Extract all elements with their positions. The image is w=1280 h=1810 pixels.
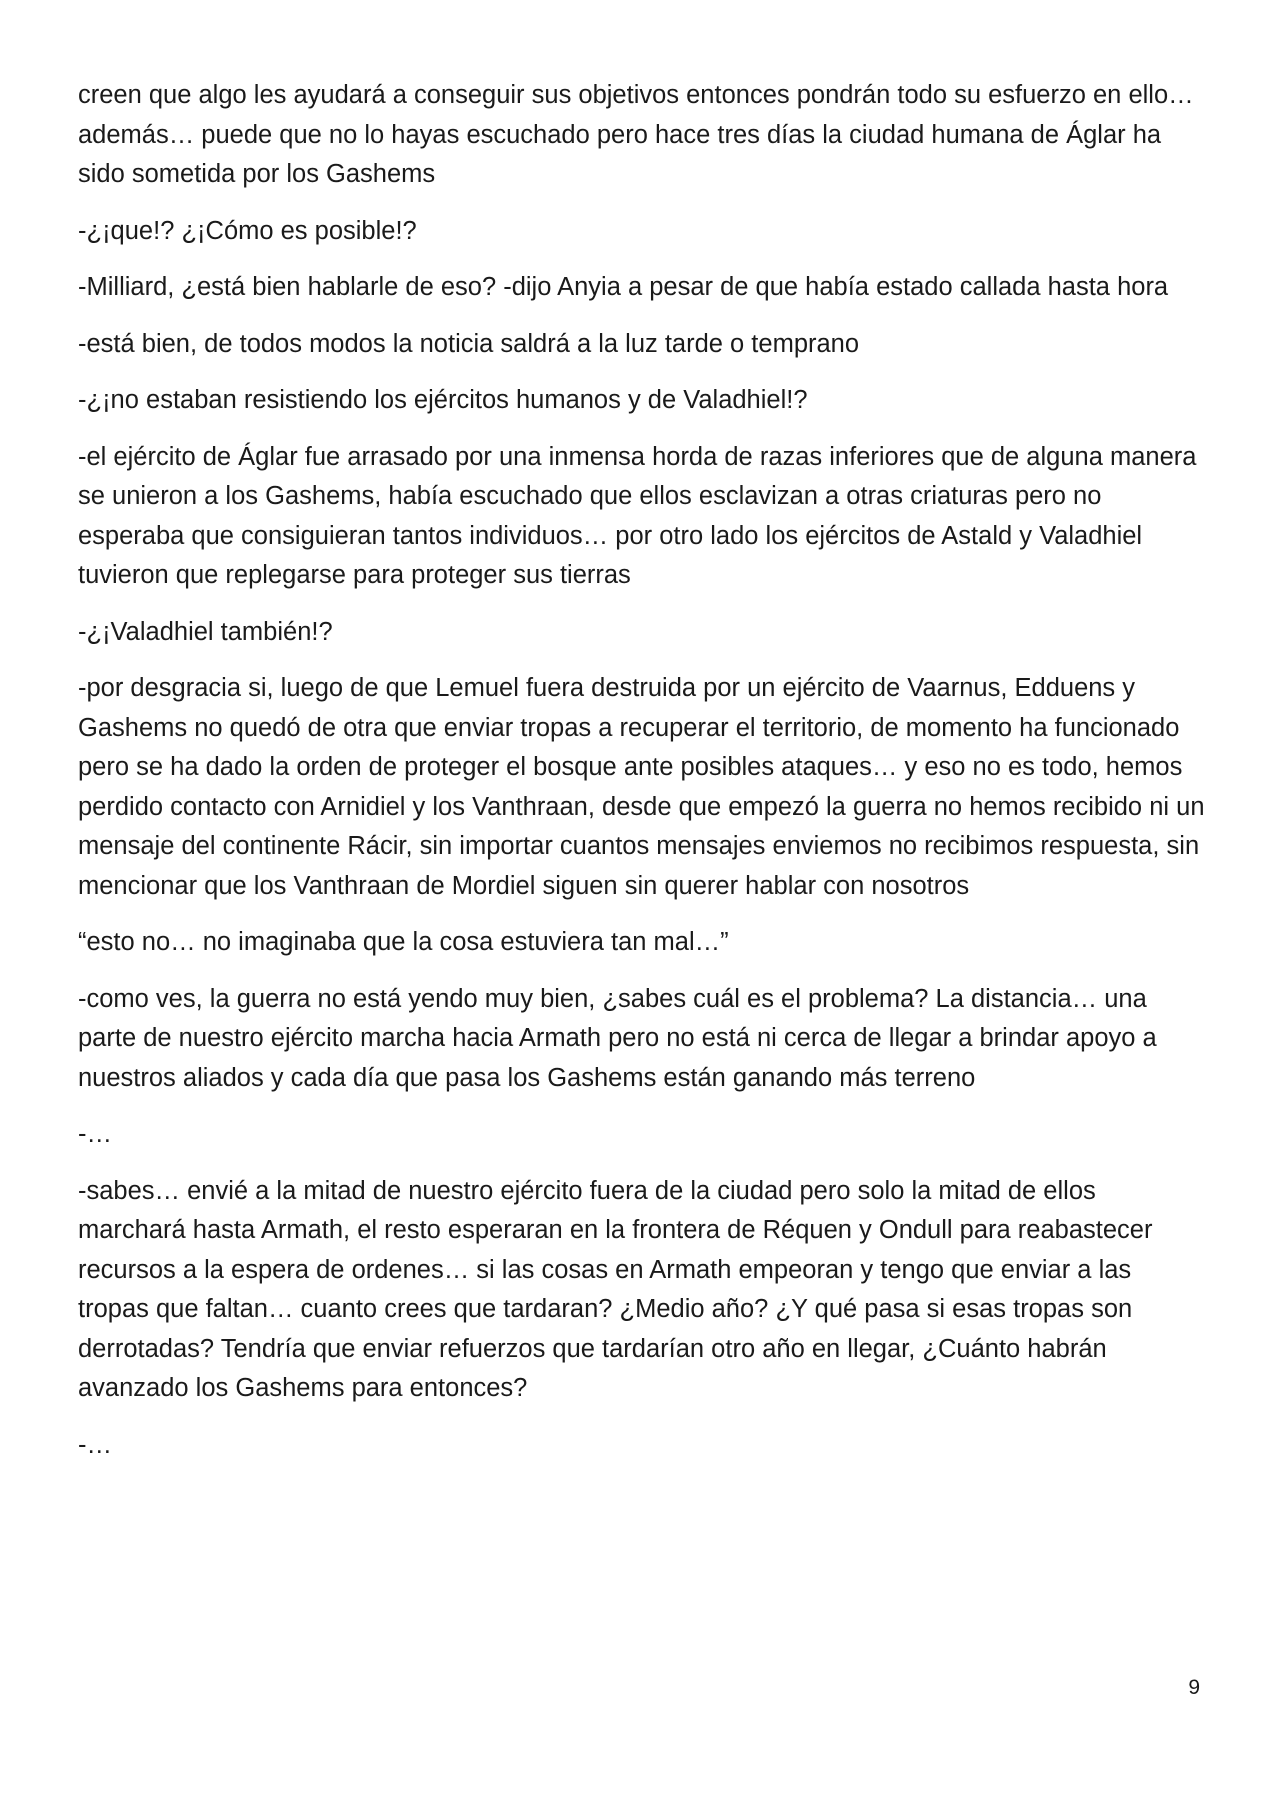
paragraph: -el ejército de Áglar fue arrasado por una inmensa horda de razas inferiores que de alguna manera se unieron a los Gashems, había escuchado que ellos esclavizan a otras criaturas pero no esperaba que consiguieran tantos individuos… por otro lado los ejércitos de Astald y Valadhiel tuvieron que replegarse para proteger sus tierras [78,442,1197,589]
text-body [78,76,1208,1482]
paragraph: -Milliard, ¿está bien hablarle de eso? -dijo Anyia a pesar de que había estado callada hasta hora [78,273,1169,301]
paragraph: -como ves, la guerra no está yendo muy bien, ¿sabes cuál es el problema? La distancia… una parte de nuestro ejército marcha hacia Armath pero no está ni cerca de llegar a brindar apoyo a nuestros aliados y cada día que pasa los Gashems están ganando más terreno [78,984,1157,1092]
paragraph: -sabes… envié a la mitad de nuestro ejército fuera de la ciudad pero solo la mitad de ellos marchará hasta Armath, el resto esperaran en la frontera de Réquen y Ondull para reabastecer recursos a la espera de ordenes… si las cosas en Armath empeoran y tengo que enviar a las tropas que faltan… cuanto crees que tardaran? ¿Medio año? ¿Y qué pasa si esas tropas son derrotadas? Tendría que enviar refuerzos que tardarían otro año en llegar, ¿Cuánto habrán avanzado los Gashems para entonces? [78,1176,1153,1402]
paragraph: -está bien, de todos modos la noticia saldrá a la luz tarde o temprano [78,329,860,358]
paragraph: “esto no… no imaginaba que la cosa estuviera tan mal…” [78,928,729,956]
paragraph: -¿¡no estaban resistiendo los ejércitos humanos y de Valadhiel!? [78,386,808,414]
paragraph: creen que algo les ayudará a conseguir sus objetivos entonces pondrán todo su esfuerzo en ello… además… puede que no lo hayas escuchado pero hace tres días la ciudad humana de Áglar ha sido sometida por los Gashems [78,81,1194,188]
page-number: 9 [1188,1676,1200,1699]
paragraph: -… [78,1120,112,1148]
paragraph: -¿¡Valadhiel también!? [78,617,333,646]
paragraph: -¿¡que!? ¿¡Cómo es posible!? [78,216,417,245]
paragraph: -… [78,1430,112,1459]
paragraph: -por desgracia si, luego de que Lemuel fuera destruida por un ejército de Vaarnus, Edduens y Gashems no quedó de otra que enviar tropas a recuperar el territorio, de momento ha funcionado pero se ha dado la orden de proteger el bosque ante posibles ataques… y eso no es todo, hemos perdido contacto con Arnidiel y los Vanthraan, desde que empezó la guerra no hemos recibido ni un mensaje del continente Rácir, sin importar cuantos mensajes enviemos no recibimos respuesta, sin mencionar que los Vanthraan de Mordiel siguen sin querer hablar con nosotros [78,674,1205,900]
